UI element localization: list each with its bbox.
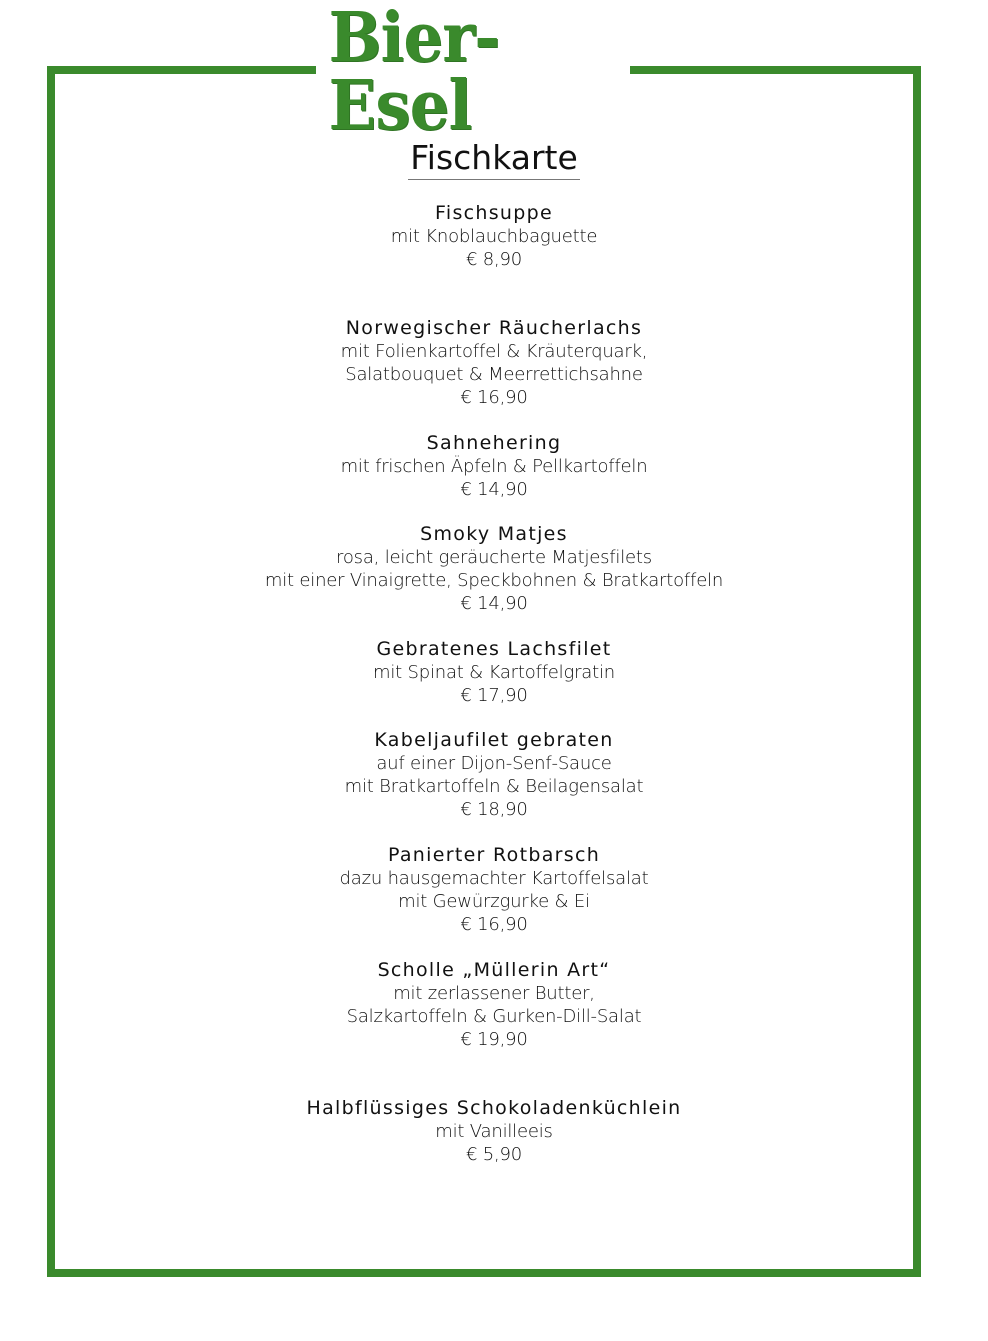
- dish-name: Halbflüssiges Schokoladenküchlein: [306, 1097, 682, 1119]
- menu-item: [0, 432, 988, 501]
- dish-description: rosa, leicht geräucherte Matjesfilets: [336, 547, 652, 568]
- menu-title: Fischkarte: [408, 138, 580, 180]
- menu-item: [0, 1097, 988, 1166]
- menu-item: [0, 844, 988, 936]
- dish-name: Fischsuppe: [435, 202, 553, 224]
- dish-description: Salzkartoffeln & Gurken-Dill-Salat: [346, 1006, 642, 1027]
- dish-description: dazu hausgemachter Kartoffelsalat: [339, 868, 649, 889]
- dish-price: € 17,90: [460, 685, 528, 706]
- dish-description: mit Knoblauchbaguette: [390, 226, 598, 247]
- dish-description: mit Folienkartoffel & Kräuterquark,: [340, 341, 648, 362]
- dish-description: mit Gewürzgurke & Ei: [398, 891, 590, 912]
- dish-name: Scholle „Müllerin Art“: [377, 959, 611, 981]
- dish-price: € 16,90: [460, 387, 528, 408]
- dish-name: Kabeljaufilet gebraten: [374, 729, 614, 751]
- menu-item: [0, 729, 988, 821]
- menu-item: [0, 317, 988, 409]
- dish-description: Salatbouquet & Meerrettichsahne: [345, 364, 643, 385]
- dish-price: € 16,90: [460, 914, 528, 935]
- dish-price: € 5,90: [465, 1144, 523, 1165]
- menu-item: [0, 638, 988, 707]
- dish-description: mit einer Vinaigrette, Speckbohnen & Bratkartoffeln: [264, 570, 724, 591]
- dish-name: Gebratenes Lachsfilet: [376, 638, 612, 660]
- dish-description: mit Spinat & Kartoffelgratin: [373, 662, 615, 683]
- dish-price: € 14,90: [460, 479, 528, 500]
- logo: [316, 0, 630, 146]
- dish-price: € 8,90: [465, 249, 523, 270]
- dish-description: mit Bratkartoffeln & Beilagensalat: [344, 776, 644, 797]
- menu-item: [0, 523, 988, 615]
- brand-name: Bier-Esel: [328, 0, 500, 146]
- dish-name: Smoky Matjes: [420, 523, 568, 545]
- dish-description: mit zerlassener Butter,: [393, 983, 595, 1004]
- dish-price: € 19,90: [460, 1029, 528, 1050]
- menu-item: [0, 202, 988, 271]
- dish-description: mit frischen Äpfeln & Pellkartoffeln: [340, 456, 648, 477]
- dish-name: Sahnehering: [426, 432, 562, 454]
- dish-description: auf einer Dijon-Senf-Sauce: [376, 753, 612, 774]
- menu-title-wrap: [0, 138, 988, 180]
- menu-item: [0, 959, 988, 1051]
- dish-price: € 14,90: [460, 593, 528, 614]
- dish-price: € 18,90: [460, 799, 528, 820]
- dish-name: Norwegischer Räucherlachs: [345, 317, 643, 339]
- dish-description: mit Vanilleeis: [435, 1121, 553, 1142]
- dish-name: Panierter Rotbarsch: [387, 844, 601, 866]
